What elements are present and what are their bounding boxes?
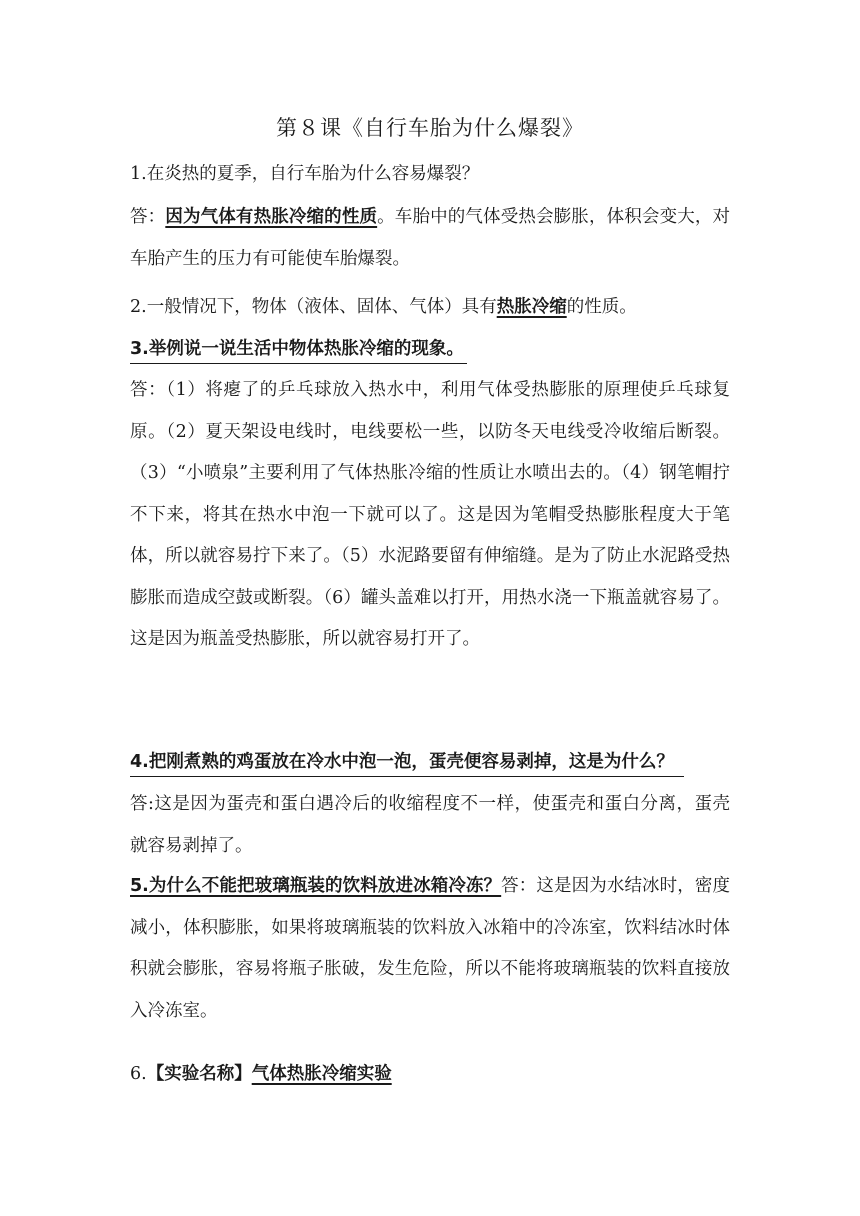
answer-5-text: 答：这是因为水结冰时，密度减小，体积膨胀，如果将玻璃瓶装的饮料放入冰箱中的冷冻室，饮料结冰时体积就会膨胀，容易将瓶子胀破，发生危险，所以不能将玻璃瓶装的饮料直接放入冷冻室。 xyxy=(130,876,731,1021)
question-6-value: 气体热胀冷缩实验 xyxy=(251,1064,392,1084)
question-2-key: 热胀冷缩 xyxy=(496,297,567,317)
question-1 xyxy=(130,154,730,196)
answer-1-key: 因为气体有热胀冷缩的性质 xyxy=(165,207,378,227)
answer-1-rest: 。车胎中的气体受热会膨胀，体积会变大，对车胎产生的压力有可能使车胎爆裂。 xyxy=(130,207,731,269)
question-6 xyxy=(130,1054,730,1096)
question-4-text: 4.把刚煮熟的鸡蛋放在冷水中泡一泡，蛋壳便容易剥掉，这是为什么？ xyxy=(130,748,684,777)
question-4 xyxy=(130,742,730,784)
answer-1-prefix: 答： xyxy=(130,207,166,227)
question-6-label: 【实验名称】 xyxy=(146,1064,252,1084)
question-5-text: 5.为什么不能把玻璃瓶装的饮料放进冰箱冷冻？ xyxy=(130,876,502,896)
answer-3 xyxy=(130,370,730,661)
answer-4-text: 答:这是因为蛋壳和蛋白遇冷后的收缩程度不一样，使蛋壳和蛋白分离，蛋壳就容易剥掉了。 xyxy=(130,794,730,856)
question-3 xyxy=(130,329,730,371)
answer-3-text: 答：（1）将瘪了的乒乓球放入热水中，利用气体受热膨胀的原理使乒乓球复原。（2）夏天架设电线时，电线要松一些，以防冬天电线受冷收缩后断裂。（3）“小喷泉”主要利用了气体热胀冷缩的性质让水喷出去的。（4）钢笔帽拧不下来，将其在热水中泡一下就可以了。这是因为笔帽受热膨胀程度大于笔体，所以就容易拧下来了。（5）水泥路要留有伸缩缝。是为了防止水泥路受热膨胀而造成空鼓或断裂。（6）罐头盖难以打开，用热水浇一下瓶盖就容易了。这是因为瓶盖受热膨胀，所以就容易打开了。 xyxy=(130,380,730,649)
answer-1 xyxy=(130,197,730,280)
question-6-number: 6. xyxy=(130,1064,147,1084)
answer-4 xyxy=(130,784,730,867)
question-2 xyxy=(130,287,730,329)
question-5 xyxy=(130,866,730,1032)
question-2-before: 2.一般情况下，物体（液体、固体、气体）具有 xyxy=(130,297,497,317)
page-title: 第８课《自行车胎为什么爆裂》 xyxy=(276,116,584,140)
question-3-text: 3.举例说一说生活中物体热胀冷缩的现象。 xyxy=(130,335,467,364)
question-2-after: 的性质。 xyxy=(566,297,637,317)
question-1-text: 1.在炎热的夏季，自行车胎为什么容易爆裂？ xyxy=(130,164,480,184)
